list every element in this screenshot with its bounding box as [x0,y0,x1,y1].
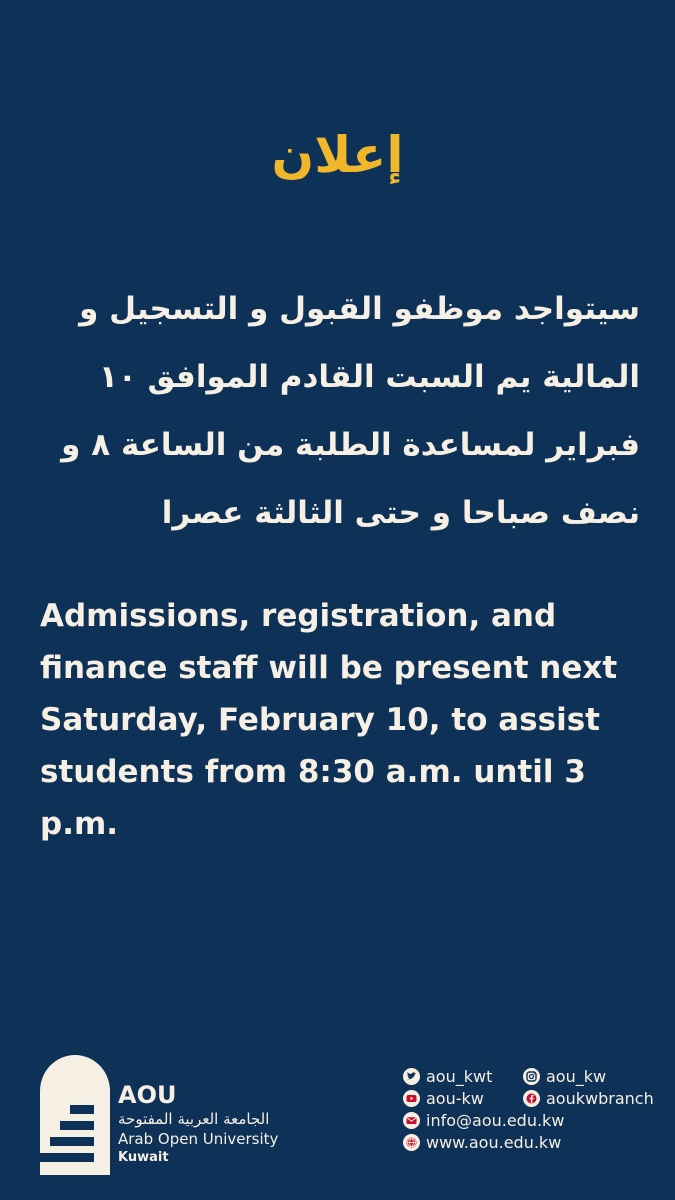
facebook-link[interactable] [523,1088,654,1108]
website-link[interactable] [403,1132,561,1152]
english-line: Admissions, registration, and [40,598,557,634]
arabic-announcement-text [40,275,640,547]
logo-text [118,1081,358,1167]
youtube-icon [403,1090,420,1107]
email-link[interactable] [403,1110,564,1130]
youtube-handle: aou-kw [426,1088,484,1108]
logo-country: Kuwait [118,1150,169,1165]
announcement-title: إعلان [271,126,404,184]
english-announcement-text [40,590,660,850]
twitter-handle: aou_kwt [426,1066,493,1086]
arabic-line: سيتواجد موظفو القبول و التسجيل و [79,291,640,327]
email-icon [403,1112,420,1129]
aou-logo [40,1055,360,1175]
english-line: students from 8:30 a.m. until 3 [40,754,586,790]
english-line: finance staff will be present next [40,650,618,686]
facebook-handle: aoukwbranch [546,1088,654,1108]
website-url: www.aou.edu.kw [426,1132,562,1152]
twitter-icon [403,1068,420,1085]
instagram-icon [523,1068,540,1085]
aou-logo-mark [40,1055,110,1175]
english-line: p.m. [40,806,119,842]
email-address: info@aou.edu.kw [426,1110,565,1130]
logo-english-name: Arab Open University [118,1130,279,1148]
arabic-line: فبراير لمساعدة الطلبة من الساعة ٨ و [61,427,640,463]
instagram-link[interactable] [523,1066,606,1086]
logo-arabic-name: الجامعة العربية المفتوحة [118,1110,270,1128]
twitter-link[interactable] [403,1066,492,1086]
arabic-line: المالية يم السبت القادم الموافق ١٠ [98,359,640,395]
youtube-link[interactable] [403,1088,484,1108]
logo-abbr: AOU [118,1081,177,1109]
facebook-icon [523,1090,540,1107]
english-line: Saturday, February 10, to assist [40,702,600,738]
arabic-line: نصف صباحا و حتى الثالثة عصرا [161,495,640,531]
instagram-handle: aou_kw [546,1066,607,1086]
globe-icon [403,1134,420,1151]
